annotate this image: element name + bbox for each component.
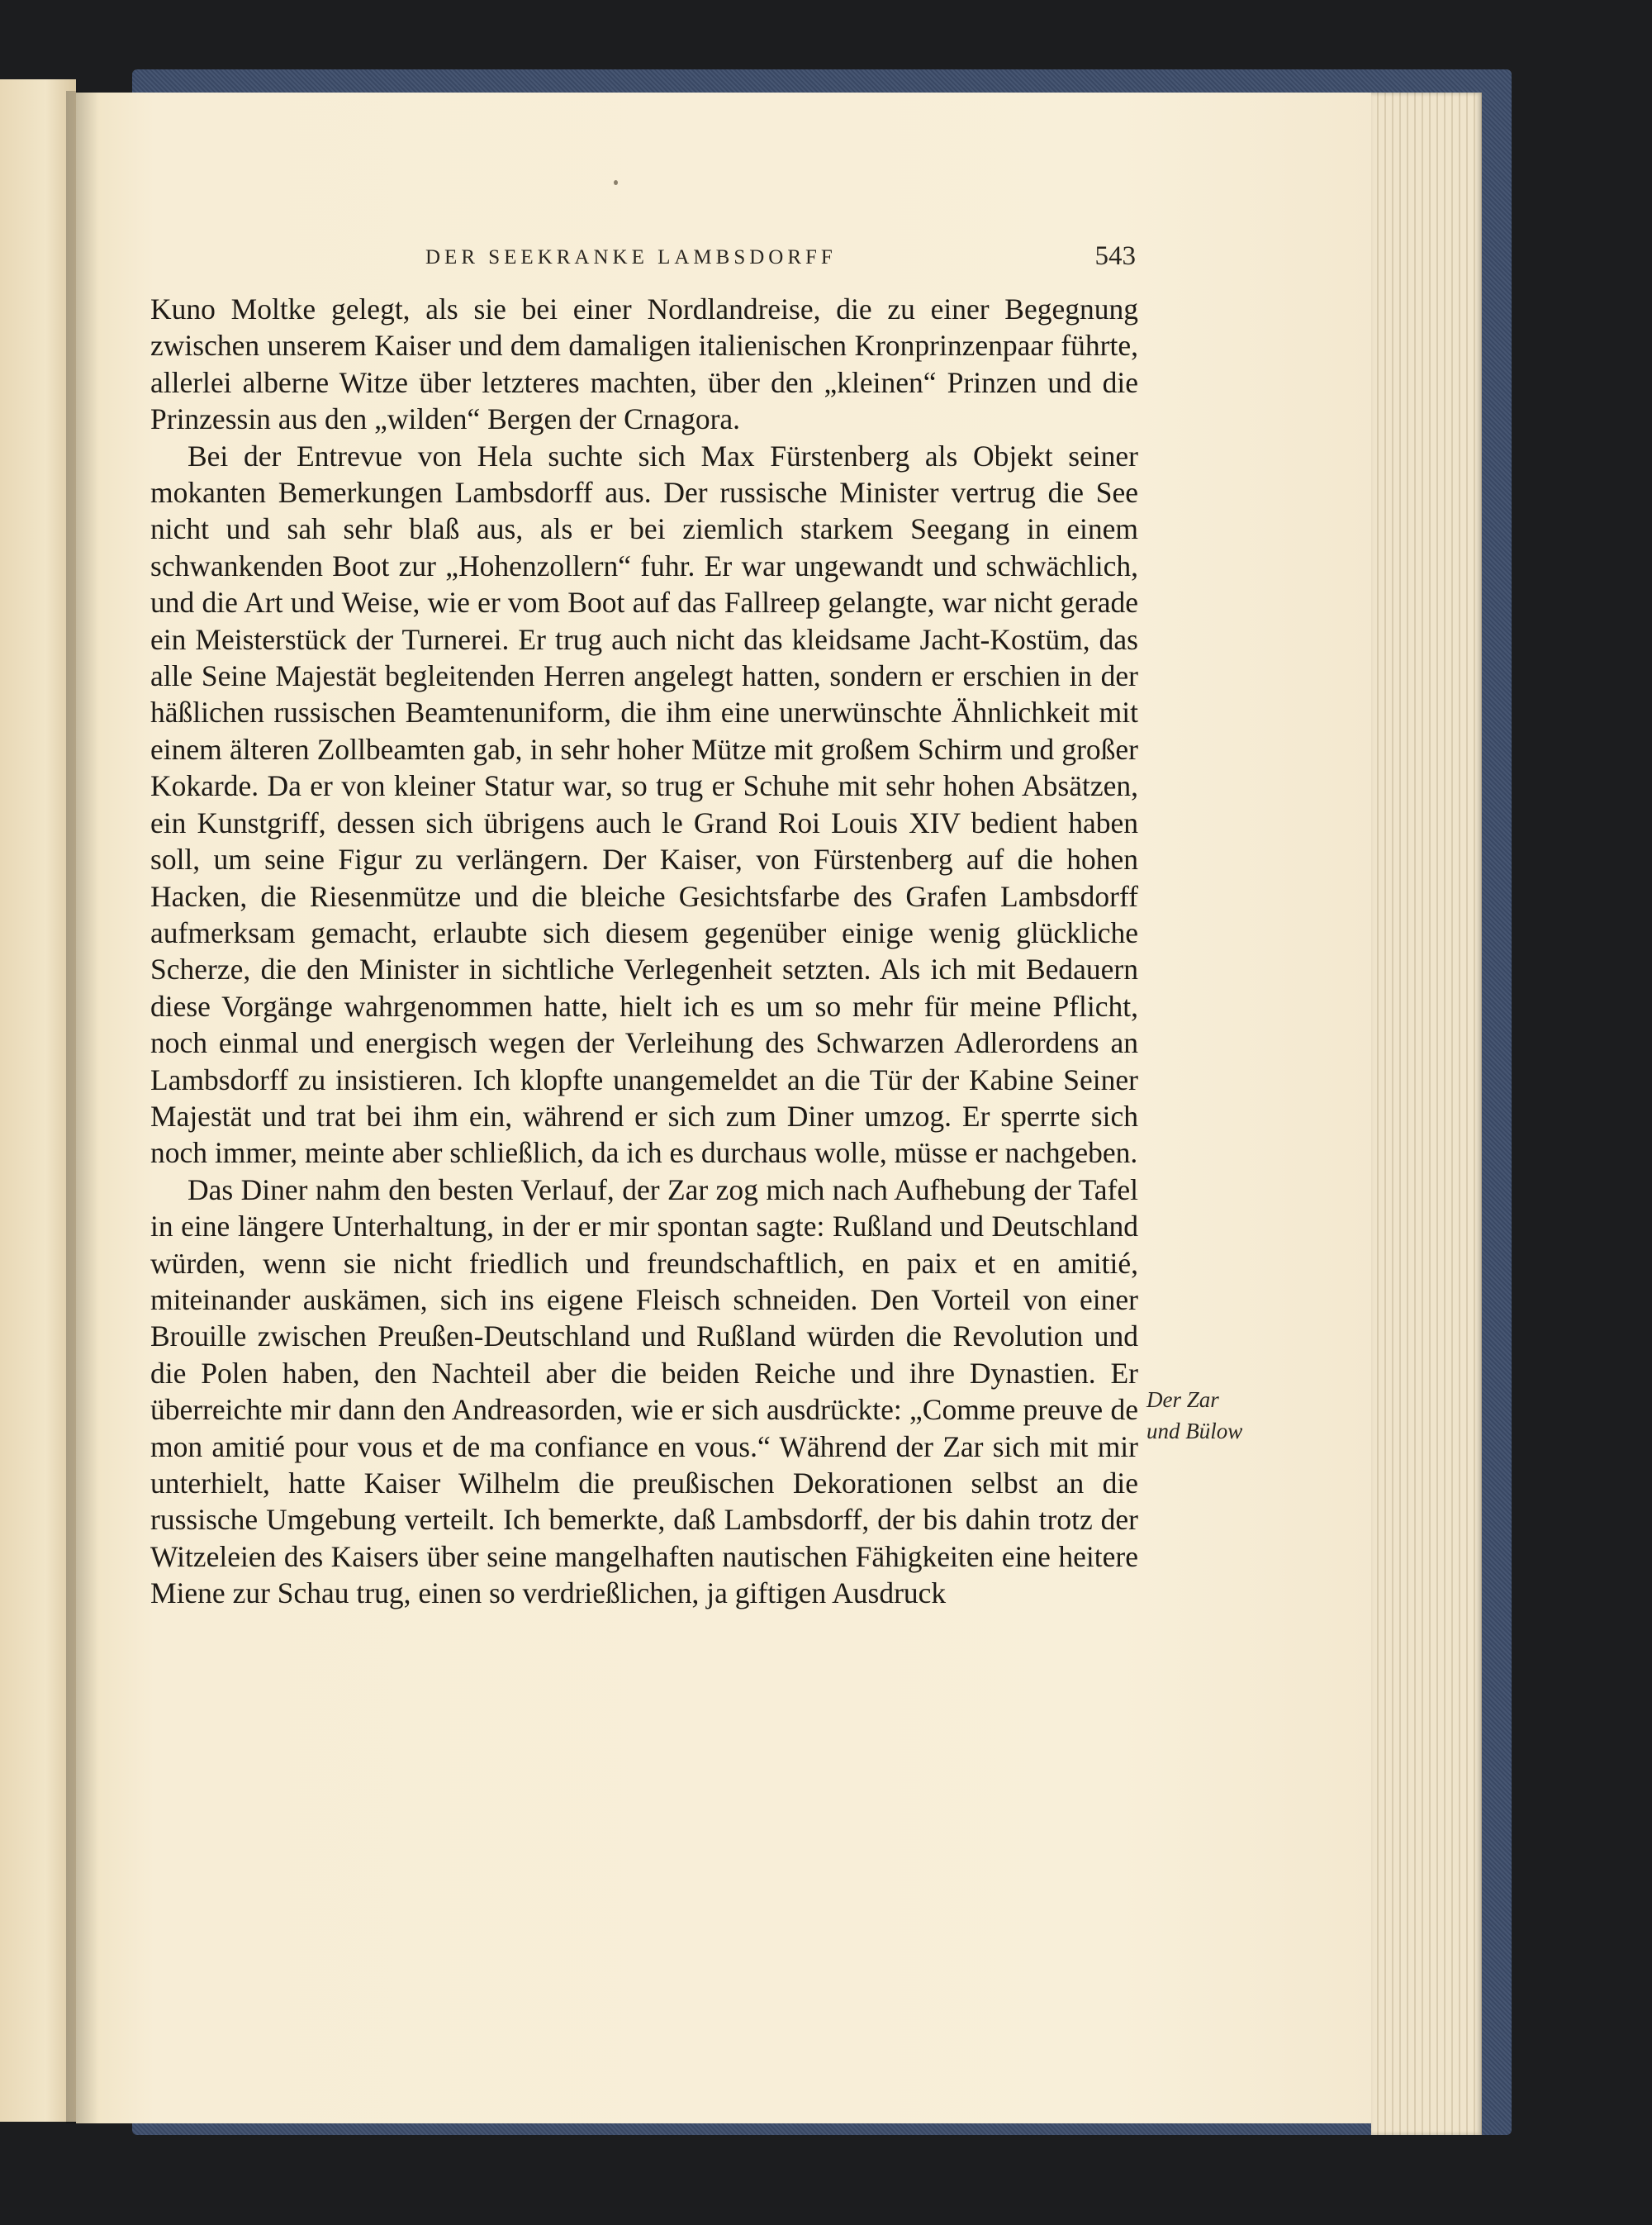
marginal-note-line-1: Der Zar	[1146, 1387, 1219, 1412]
running-head-title: DER SEEKRANKE LAMBSDORFF	[425, 246, 837, 269]
marginal-note	[1146, 1384, 1279, 1447]
page-gutter-shadow	[66, 91, 99, 2123]
facing-page-edge	[0, 79, 76, 2122]
paragraph-1: Kuno Moltke gelegt, als sie bei einer Nordlandreise, die zu einer Begegnung zwischen unserem Kaiser und dem damaligen italienischen Kronprinzenpaar führte, allerlei alberne Witze über letzteres machten, über den „kleinen“ Prinzen und die Prinzessin aus den „wilden“ Bergen der Crnagora.	[150, 292, 1138, 436]
page-block-edges	[1371, 93, 1482, 2135]
paragraph-2: Bei der Entrevue von Hela suchte sich Max Fürstenberg als Objekt seiner mokanten Bemerkungen Lambsdorff aus. Der russische Minister vertrug die See nicht und sah sehr blaß aus, als er bei ziemlich starkem Seegang in einem schwankenden Boot zur „Hohenzollern“ fuhr. Er war ungewandt und schwächlich, und die Art und Weise, wie er vom Boot auf das Fallreep gelangte, war nicht gerade ein Meisterstück der Turnerei. Er trug auch nicht das kleidsame Jacht-Kostüm, das alle Seine Majestät begleitenden Herren angelegt hatten, sondern er erschien in der häßlichen russischen Beamtenuniform, die ihm eine unerwünschte Ähnlichkeit mit einem älteren Zollbeamten gab, in sehr hoher Mütze mit großem Schirm und großer Kokarde. Da er von kleiner Statur war, so trug er Schuhe mit sehr hohen Absätzen, ein Kunstgriff, dessen sich übrigens auch le Grand Roi Louis XIV bedient haben soll, um seine Figur zu verlängern. Der Kaiser, von Fürstenberg auf die hohen Hacken, die Riesenmütze und die bleiche Gesichtsfarbe des Grafen Lambsdorff aufmerksam gemacht, erlaubte sich diesem gegenüber einige wenig glückliche Scherze, die den Minister in sichtliche Verlegenheit setzten. Als ich mit Bedauern diese Vorgänge wahrgenommen hatte, hielt ich es um so mehr für meine Pflicht, noch einmal und energisch wegen der Verleihung des Schwarzen Adlerordens an Lambsdorff zu insistieren. Ich klopfte unangemeldet an die Tür der Kabine Seiner Majestät und trat bei ihm ein, während er sich zum Diner umzog. Er sperrte sich noch immer, meinte aber schließlich, da ich es durchaus wolle, müsse er nachgeben.	[150, 439, 1138, 1170]
marginal-note-line-2: und Bülow	[1146, 1419, 1243, 1443]
paragraph-3: Das Diner nahm den besten Verlauf, der Zar zog mich nach Aufhebung der Tafel in eine längere Unterhaltung, in der er mir spontan sagte: Rußland und Deutschland würden, wenn sie nicht friedlich und freundschaftlich, en paix et en amitié, miteinander auskämen, sich ins eigene Fleisch schneiden. Den Vorteil von einer Brouille zwischen Preußen-Deutschland und Rußland würden die Revolution und die Polen haben, den Nachteil aber die beiden Reiche und ihre Dynastien. Er überreichte mir dann den Andreasorden, wie er sich ausdrückte: „Comme preuve de mon amitié pour vous et de ma confiance en vous.“ Während der Zar sich mit mir unterhielt, hatte Kaiser Wilhelm die preußischen Dekorationen selbst an die russische Umgebung verteilt. Ich bemerkte, daß Lambsdorff, der bis dahin trotz der Witzeleien des Kaisers über seine mangelhaften nautischen Fähigkeiten eine heitere Miene zur Schau trug, einen so verdrießlichen, ja giftigen Ausdruck	[150, 1172, 1138, 1610]
body-text	[150, 291, 1138, 1612]
page-number: 543	[1094, 241, 1136, 271]
page-speck	[614, 180, 618, 185]
running-head	[425, 241, 1136, 274]
